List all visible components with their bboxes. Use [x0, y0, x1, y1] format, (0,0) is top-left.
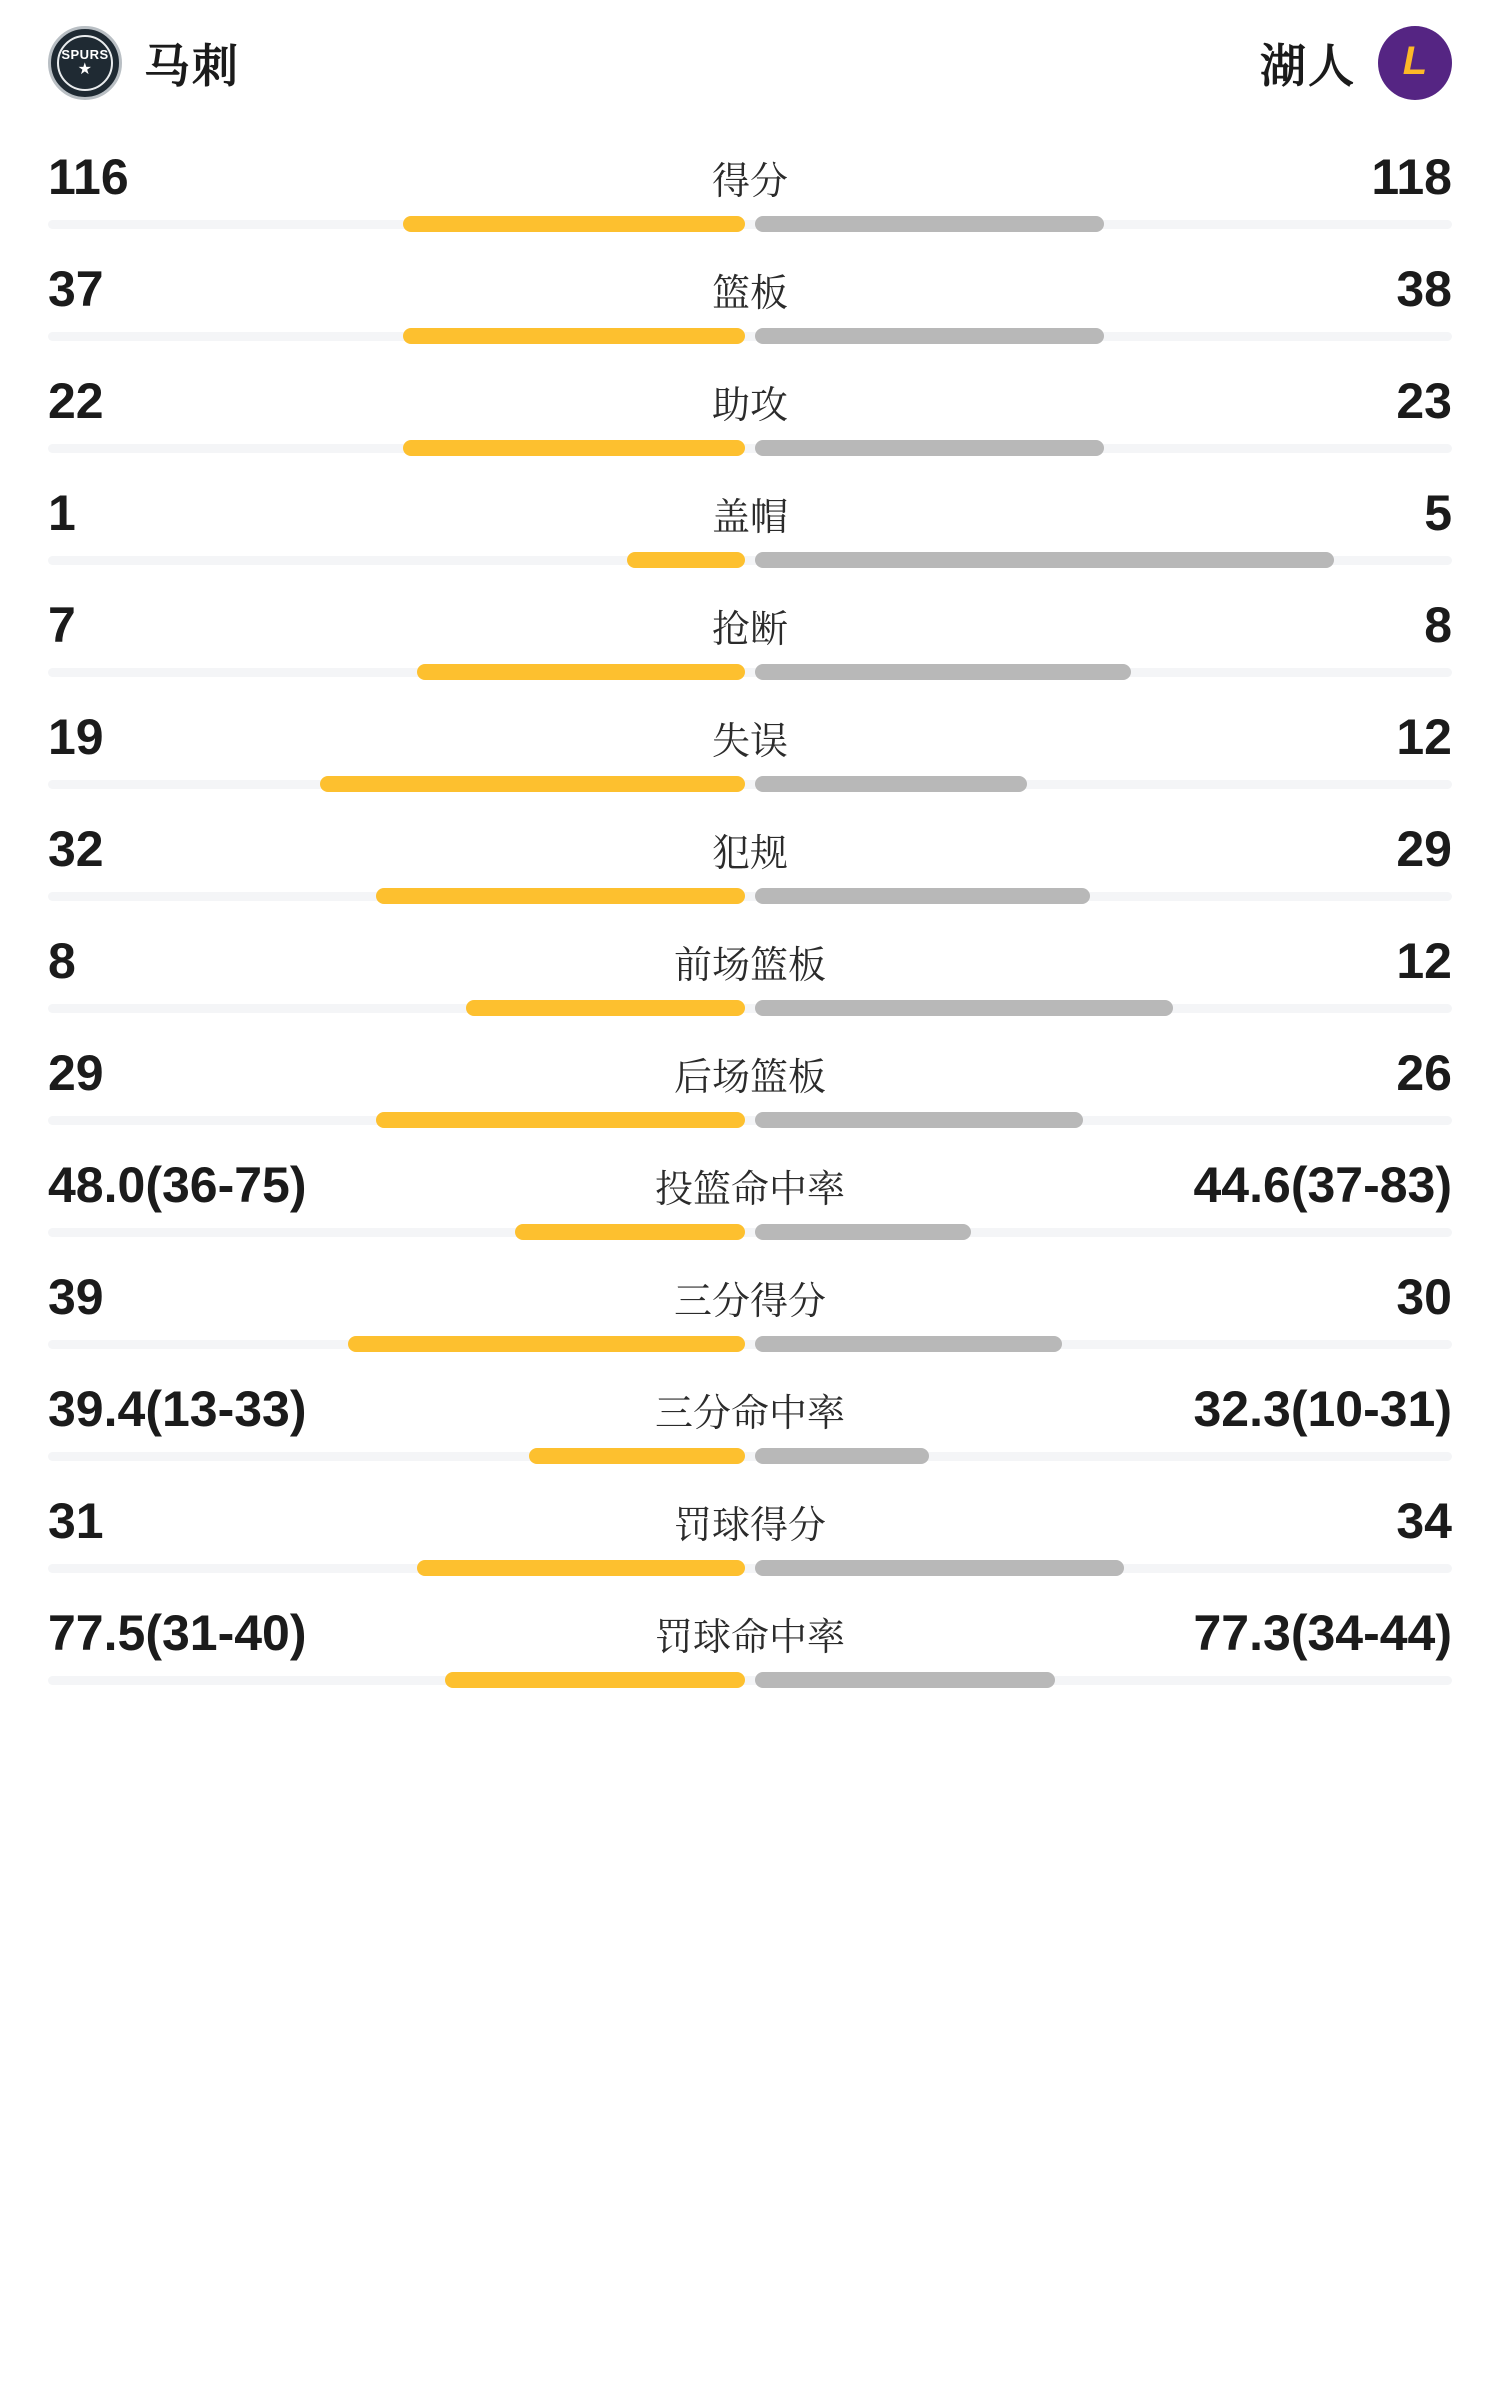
- stat-line: [48, 1590, 1452, 1672]
- away-bar-wrap: [750, 888, 1452, 904]
- away-stat-value: 23: [1396, 373, 1452, 429]
- home-stat-value: 31: [48, 1493, 104, 1549]
- stat-bar-group: [48, 664, 1452, 680]
- home-stat-value: 7: [48, 597, 76, 653]
- stat-label: 盖帽: [711, 497, 788, 539]
- home-bar: [417, 664, 745, 680]
- home-bar: [403, 216, 745, 232]
- away-bar: [755, 1448, 929, 1464]
- stat-label: 抢断: [711, 609, 788, 651]
- away-bar-wrap: [750, 1448, 1452, 1464]
- away-bar-wrap: [750, 328, 1452, 344]
- teams-header: [48, 0, 1452, 134]
- star-icon: ★: [77, 60, 93, 78]
- stat-line: [48, 1142, 1452, 1224]
- home-team[interactable]: [48, 26, 240, 100]
- away-team[interactable]: [1260, 26, 1452, 100]
- home-stat-value: 22: [48, 373, 104, 429]
- away-stat-value: 38: [1396, 261, 1452, 317]
- stat-line: [48, 134, 1452, 216]
- home-stat-value: 77.5(31-40): [48, 1605, 307, 1661]
- home-stat-value: 8: [48, 933, 76, 989]
- away-stat-value: 12: [1396, 709, 1452, 765]
- stat-bar-group: [48, 1672, 1452, 1688]
- home-bar: [376, 888, 745, 904]
- spurs-logo-text: [61, 48, 108, 78]
- home-bar-wrap: [48, 1672, 750, 1688]
- home-bar: [417, 1560, 745, 1576]
- away-bar: [755, 328, 1104, 344]
- stat-bar-group: [48, 328, 1452, 344]
- home-bar-wrap: [48, 328, 750, 344]
- stat-row: [48, 358, 1452, 470]
- stat-line: [48, 1366, 1452, 1448]
- home-stat-value: 39: [48, 1269, 104, 1325]
- away-stat-value: 32.3(10-31): [1193, 1381, 1452, 1437]
- stat-label: 罚球命中率: [654, 1617, 845, 1659]
- home-bar-wrap: [48, 1112, 750, 1128]
- home-bar: [348, 1336, 745, 1352]
- stat-bar-group: [48, 1224, 1452, 1240]
- away-bar: [755, 1560, 1124, 1576]
- stat-line: [48, 246, 1452, 328]
- home-bar: [515, 1224, 745, 1240]
- home-stat-value: 19: [48, 709, 104, 765]
- spurs-logo-label: SPURS: [61, 47, 109, 63]
- away-bar-wrap: [750, 1336, 1452, 1352]
- stat-bar-group: [48, 1000, 1452, 1016]
- stat-row: [48, 582, 1452, 694]
- away-bar: [755, 1336, 1062, 1352]
- away-bar: [755, 216, 1104, 232]
- stat-bar-group: [48, 1112, 1452, 1128]
- lakers-logo-icon: [1378, 26, 1452, 100]
- stat-bar-group: [48, 776, 1452, 792]
- stat-label: 犯规: [711, 833, 788, 875]
- stat-line: [48, 358, 1452, 440]
- stat-label: 助攻: [711, 385, 788, 427]
- away-bar-wrap: [750, 216, 1452, 232]
- away-bar-wrap: [750, 776, 1452, 792]
- stat-line: [48, 1030, 1452, 1112]
- home-bar: [403, 328, 745, 344]
- stat-bar-group: [48, 1448, 1452, 1464]
- home-bar-wrap: [48, 1000, 750, 1016]
- home-stat-value: 37: [48, 261, 104, 317]
- home-bar-wrap: [48, 552, 750, 568]
- away-bar: [755, 888, 1090, 904]
- stat-label: 罚球得分: [673, 1505, 826, 1547]
- stat-bar-group: [48, 1336, 1452, 1352]
- stat-row: [48, 918, 1452, 1030]
- spurs-logo-icon: [48, 26, 122, 100]
- away-bar: [755, 1672, 1055, 1688]
- stat-label: 投篮命中率: [654, 1169, 845, 1211]
- home-bar-wrap: [48, 1224, 750, 1240]
- stat-label: 得分: [711, 161, 788, 203]
- away-bar-wrap: [750, 1000, 1452, 1016]
- home-bar: [403, 440, 745, 456]
- away-bar-wrap: [750, 1560, 1452, 1576]
- stat-row: [48, 694, 1452, 806]
- home-bar-wrap: [48, 440, 750, 456]
- away-bar: [755, 1112, 1083, 1128]
- stat-row: [48, 134, 1452, 246]
- away-stat-value: 30: [1396, 1269, 1452, 1325]
- home-stat-value: 32: [48, 821, 104, 877]
- stat-label: 后场篮板: [673, 1057, 826, 1099]
- stat-line: [48, 470, 1452, 552]
- away-bar: [755, 664, 1131, 680]
- stats-list: [48, 134, 1452, 1702]
- stat-row: [48, 806, 1452, 918]
- home-bar-wrap: [48, 1448, 750, 1464]
- stat-row: [48, 1030, 1452, 1142]
- away-bar: [755, 440, 1104, 456]
- stat-row: [48, 1142, 1452, 1254]
- home-bar: [466, 1000, 745, 1016]
- away-stat-value: 12: [1396, 933, 1452, 989]
- home-stat-value: 1: [48, 485, 76, 541]
- away-stat-value: 118: [1371, 149, 1452, 205]
- away-bar: [755, 1224, 971, 1240]
- stat-row: [48, 470, 1452, 582]
- home-bar: [320, 776, 745, 792]
- home-bar-wrap: [48, 888, 750, 904]
- stat-line: [48, 694, 1452, 776]
- away-stat-value: 29: [1396, 821, 1452, 877]
- away-stat-value: 26: [1396, 1045, 1452, 1101]
- stat-row: [48, 1254, 1452, 1366]
- stat-row: [48, 246, 1452, 358]
- stat-bar-group: [48, 440, 1452, 456]
- stat-bar-group: [48, 1560, 1452, 1576]
- stat-bar-group: [48, 216, 1452, 232]
- stat-row: [48, 1366, 1452, 1478]
- stat-bar-group: [48, 552, 1452, 568]
- home-bar-wrap: [48, 664, 750, 680]
- lakers-logo-label: L: [1402, 39, 1428, 83]
- home-bar: [627, 552, 745, 568]
- away-stat-value: 34: [1396, 1493, 1452, 1549]
- home-bar-wrap: [48, 1336, 750, 1352]
- home-bar-wrap: [48, 1560, 750, 1576]
- away-bar-wrap: [750, 1672, 1452, 1688]
- stat-label: 前场篮板: [673, 945, 826, 987]
- home-stat-value: 29: [48, 1045, 104, 1101]
- away-bar: [755, 776, 1027, 792]
- home-bar: [376, 1112, 745, 1128]
- away-bar: [755, 552, 1334, 568]
- away-bar-wrap: [750, 1224, 1452, 1240]
- stat-line: [48, 582, 1452, 664]
- stat-bar-group: [48, 888, 1452, 904]
- stat-line: [48, 1254, 1452, 1336]
- away-stat-value: 77.3(34-44): [1193, 1605, 1452, 1661]
- stat-line: [48, 918, 1452, 1000]
- stat-label: 篮板: [711, 273, 788, 315]
- away-stat-value: 8: [1424, 597, 1452, 653]
- home-team-name: 马刺: [144, 40, 240, 92]
- stat-label: 失误: [711, 721, 788, 763]
- stat-label: 三分命中率: [654, 1393, 845, 1435]
- away-bar-wrap: [750, 664, 1452, 680]
- stat-line: [48, 806, 1452, 888]
- stat-row: [48, 1590, 1452, 1702]
- stat-line: [48, 1478, 1452, 1560]
- away-bar-wrap: [750, 552, 1452, 568]
- away-stat-value: 5: [1424, 485, 1452, 541]
- home-stat-value: 116: [48, 149, 129, 205]
- home-stat-value: 48.0(36-75): [48, 1157, 307, 1213]
- stat-row: [48, 1478, 1452, 1590]
- away-bar-wrap: [750, 440, 1452, 456]
- away-stat-value: 44.6(37-83): [1193, 1157, 1452, 1213]
- home-bar-wrap: [48, 216, 750, 232]
- home-bar: [529, 1448, 745, 1464]
- away-bar-wrap: [750, 1112, 1452, 1128]
- home-bar: [445, 1672, 745, 1688]
- away-bar: [755, 1000, 1173, 1016]
- home-stat-value: 39.4(13-33): [48, 1381, 307, 1437]
- home-bar-wrap: [48, 776, 750, 792]
- stat-label: 三分得分: [673, 1281, 826, 1323]
- away-team-name: 湖人: [1260, 40, 1356, 92]
